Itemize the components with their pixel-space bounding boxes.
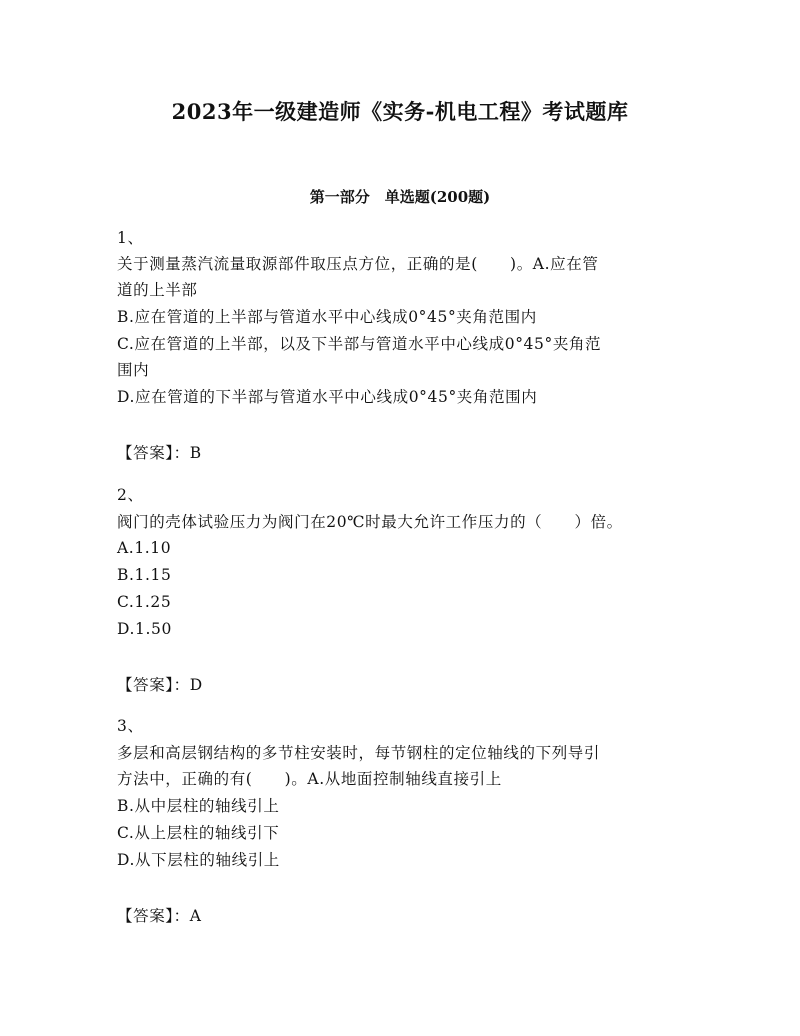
option-line: B.从中层柱的轴线引上 [117, 797, 280, 815]
option-line: D.1.50 [117, 620, 172, 638]
option-line: C.1.25 [117, 593, 172, 611]
option-line: D.应在管道的下半部与管道水平中心线成0°45°夹角范围内 [117, 388, 538, 406]
option-line: B.应在管道的上半部与管道水平中心线成0°45°夹角范围内 [117, 308, 537, 326]
question-number: 2、 [117, 486, 144, 504]
option-line: C.从上层柱的轴线引下 [117, 824, 280, 842]
option-line: C.应在管道的上半部，以及下半部与管道水平中心线成0°45°夹角范 [117, 335, 602, 353]
question-stem-line: 阀门的壳体试验压力为阀门在20℃时最大允许工作压力的（ ）倍。 [117, 513, 623, 531]
question-stem-line: 关于测量蒸汽流量取源部件取压点方位，正确的是( )。A.应在管 [117, 255, 599, 273]
option-line: 围内 [117, 361, 150, 379]
question-number: 1、 [117, 229, 144, 247]
option-line: A.1.10 [117, 539, 172, 557]
question-stem-line: 多层和高层钢结构的多节柱安装时，每节钢柱的定位轴线的下列导引 [117, 744, 601, 762]
option-line: B.1.15 [117, 566, 172, 584]
answer-line: 【答案】：D [117, 676, 203, 694]
section-title: 第一部分 单选题(200题) [309, 188, 491, 206]
answer-line: 【答案】：B [117, 444, 202, 462]
question-stem-line: 方法中，正确的有( )。A.从地面控制轴线直接引上 [117, 770, 502, 788]
document-title: 2023年一级建造师《实务-机电工程》考试题库 [171, 99, 629, 124]
option-line: D.从下层柱的轴线引上 [117, 851, 280, 869]
question-stem-line: 道的上半部 [117, 281, 198, 299]
question-number: 3、 [117, 717, 144, 735]
answer-line: 【答案】：A [117, 907, 202, 925]
